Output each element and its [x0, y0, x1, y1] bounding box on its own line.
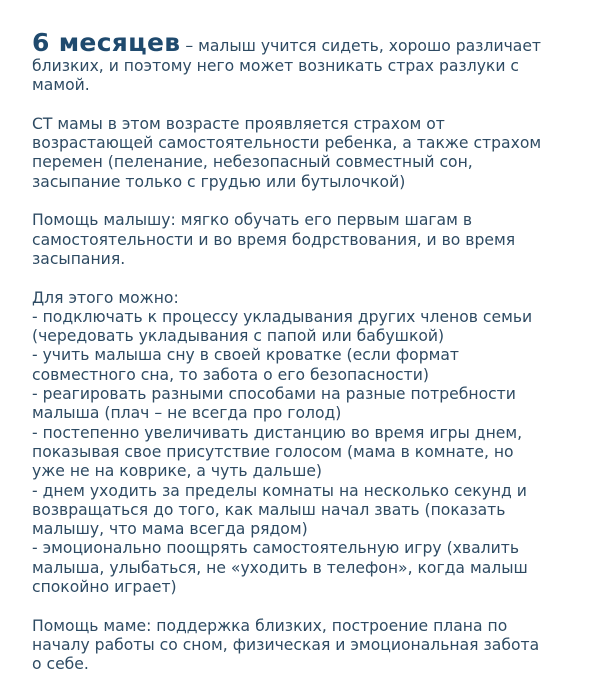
paragraph-gap [32, 96, 592, 115]
paragraph-gap [32, 192, 592, 211]
list-line: показывая свое присутствие голосом (мама в комнате, но [32, 442, 514, 461]
paragraph-gap [32, 597, 592, 616]
intro-line: близких, и поэтому него может возникать страх разлуки с [32, 57, 520, 75]
intro-line [32, 30, 592, 59]
document-body [32, 30, 592, 675]
list-line: возвращаться до того, как малыш начал звать (показать [32, 500, 506, 519]
paragraph-last-line: Помощь маме: поддержка близких, построение плана по [32, 616, 508, 635]
list-line: совместного сна, то забота о его безопасности) [32, 365, 429, 384]
list-line: малыша, улыбаться, не «уходить в телефон», когда малыш [32, 558, 528, 577]
list-line: малыша (плач – не всегда про голод) [32, 404, 342, 423]
list-line: спокойно играет) [32, 578, 177, 597]
paragraph-2-line: засыпание только с грудью или бутылочкой) [32, 172, 406, 191]
list-line: - днем уходить за пределы комнаты на несколько секунд и [32, 481, 527, 500]
intro-text: – малыш учится сидеть, хорошо различает [180, 37, 542, 55]
intro-line: мамой. [32, 76, 90, 95]
paragraph-2-line: возрастающей самостоятельности ребенка, а также страхом [32, 134, 542, 153]
paragraph-3-line: самостоятельности и во время бодрствования, и во время [32, 230, 516, 249]
list-heading: Для этого можно: [32, 288, 179, 307]
list-line: - подключать к процессу укладывания других членов семьи [32, 307, 533, 326]
list-line: - реагировать разными способами на разные потребности [32, 385, 516, 404]
paragraph-3-line: Помощь малышу: мягко обучать его первым шагам в [32, 211, 473, 230]
paragraph-3-line: засыпания. [32, 249, 126, 268]
list-line: малышу, что мама всегда рядом) [32, 520, 308, 539]
paragraph-last-line: началу работы со сном, физическая и эмоциональная забота [32, 635, 540, 654]
list-line: - постепенно увеличивать дистанцию во время игры днем, [32, 423, 523, 442]
paragraph-2-line: перемен (пеленание, небезопасный совместный сон, [32, 153, 473, 172]
title: 6 месяцев [32, 28, 181, 57]
paragraph-2-line: СТ мамы в этом возрасте проявляется страхом от [32, 114, 445, 133]
list-line: уже не на коврике, а чуть дальше) [32, 462, 323, 481]
paragraph-last-line: о себе. [32, 655, 89, 674]
list-line: - эмоционально поощрять самостоятельную игру (хвалить [32, 539, 520, 558]
list-line: - учить малыша сну в своей кроватке (если формат [32, 346, 460, 365]
paragraph-gap [32, 269, 592, 288]
list-line: (чередовать укладывания с папой или бабушкой) [32, 327, 445, 346]
